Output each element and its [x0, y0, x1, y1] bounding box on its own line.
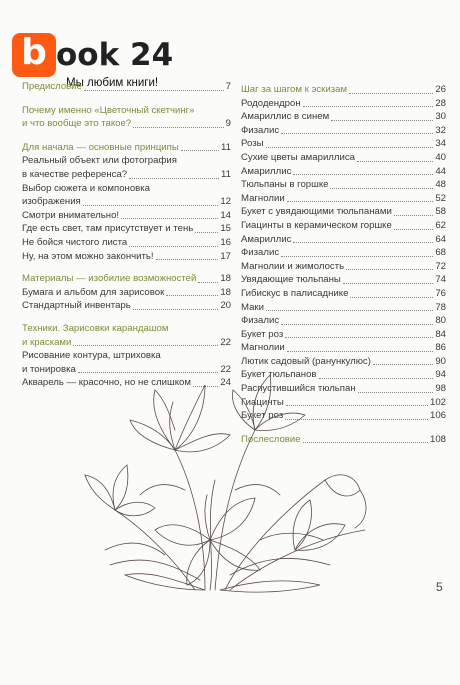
toc-page: 9 [225, 118, 231, 130]
toc-page: 14 [220, 209, 231, 221]
toc-item-label: Ну, на этом можно закончить! [22, 250, 154, 262]
logo-wordmark: ook 24 [56, 37, 174, 73]
toc-item-label: изображения [22, 196, 81, 208]
toc-item-label: Акварель — красочно, но не слишком [22, 377, 191, 389]
toc-item-label: Гиацинты в керамическом горшке [241, 219, 392, 231]
toc-entry [241, 233, 446, 247]
toc-entry [22, 141, 231, 155]
leader-dots [195, 232, 218, 233]
toc-item-label: Амариллис [241, 165, 292, 177]
leader-dots [394, 229, 434, 230]
toc-page: 44 [435, 165, 446, 177]
toc-heading: Послесловие [241, 433, 301, 445]
leader-dots [156, 259, 219, 260]
toc-item-label: Рододендрон [241, 97, 301, 109]
toc-page: 20 [220, 300, 231, 312]
toc-entry [241, 260, 446, 274]
toc-item-label: Физалис [241, 124, 280, 136]
toc-page: 11 [221, 141, 231, 153]
toc-item-label: Букет роз [241, 328, 284, 340]
toc-item-label: Смотри внимательно! [22, 209, 120, 221]
toc-item-label: Увядающие тюльпаны [241, 274, 341, 286]
leader-dots [330, 188, 433, 189]
toc-page: 74 [435, 274, 446, 286]
toc-page: 22 [220, 336, 231, 348]
toc-entry [241, 83, 446, 97]
toc-page: 48 [435, 179, 446, 191]
toc-item-label: Где есть свет, там присутствует и тень [22, 223, 194, 235]
toc-item-label: Распустившийся тюльпан [241, 383, 356, 395]
toc-item-label: Букет тюльпанов [241, 369, 317, 381]
toc-item-label: Магнолии [241, 342, 285, 354]
toc-item-label: Сухие цветы амариллиса [241, 151, 355, 163]
toc-page: 62 [435, 219, 446, 231]
toc-page: 7 [225, 81, 231, 92]
toc-heading: Техники. Зарисовки карандашом [22, 322, 169, 334]
toc-heading: и что вообще это такое? [22, 118, 132, 130]
leader-dots [281, 133, 433, 134]
toc-heading: и красками [22, 336, 72, 348]
toc-entry [241, 314, 446, 328]
toc-heading: Для начала — основные принципы [22, 141, 179, 153]
toc-entry [241, 301, 446, 315]
toc-page: 72 [435, 260, 446, 272]
toc-item-label: Розы [241, 138, 264, 150]
leader-dots [181, 150, 219, 151]
toc-item-label: Бумага и альбом для зарисовок [22, 286, 165, 298]
toc-page: 11 [221, 168, 231, 180]
leader-dots [281, 324, 433, 325]
toc-entry [22, 286, 231, 300]
leader-dots [285, 337, 433, 338]
toc-page: 18 [220, 286, 231, 298]
toc-page: 52 [435, 192, 446, 204]
flower-sketch-illustration [55, 340, 415, 600]
toc-entry [22, 222, 231, 236]
leader-dots [129, 178, 219, 179]
logo-tagline: Мы любим книги! [66, 77, 159, 89]
leader-dots [343, 283, 434, 284]
toc-entry [241, 178, 446, 192]
toc-entry [22, 250, 231, 264]
toc-entry [22, 80, 231, 94]
toc-entry [241, 246, 446, 260]
toc-heading: Материалы — изобилие возможностей [22, 273, 197, 285]
toc-entry [241, 165, 446, 179]
leader-dots [357, 161, 433, 162]
toc-page: 30 [435, 111, 446, 123]
toc-page: 106 [429, 410, 446, 422]
toc-item-label: Рисование контура, штриховка [22, 350, 161, 362]
leader-dots [281, 256, 433, 257]
toc-page: 34 [435, 138, 446, 150]
toc-page: 64 [435, 233, 446, 245]
leader-dots [121, 218, 218, 219]
toc-page: 16 [220, 236, 231, 248]
leader-dots [346, 269, 433, 270]
toc-entry [22, 209, 231, 223]
toc-entry [22, 195, 231, 209]
toc-item-label: Букет роз [241, 410, 284, 422]
leader-dots [266, 310, 433, 311]
toc-heading: Почему именно «Цветочный скетчинг» [22, 104, 195, 116]
toc-item-label: Стандартный инвентарь [22, 300, 131, 312]
toc-entry [241, 151, 446, 165]
toc-entry [241, 97, 446, 111]
toc-page: 22 [220, 363, 231, 375]
toc-page: 108 [429, 433, 446, 445]
toc-entry [241, 192, 446, 206]
leader-dots [293, 242, 433, 243]
toc-page: 98 [435, 383, 446, 395]
toc-page: 32 [435, 124, 446, 136]
leader-dots [293, 174, 433, 175]
toc-entry [241, 219, 446, 233]
toc-page: 26 [435, 84, 446, 95]
toc-entry [241, 110, 446, 124]
leader-dots [133, 309, 219, 310]
toc-item-label: Букет с увядающими тюльпанами [241, 206, 392, 218]
toc-page: 12 [220, 196, 231, 208]
toc-item-label: и тонировка [22, 363, 76, 375]
leader-dots [287, 201, 434, 202]
toc-item-label: Магнолии и жимолость [241, 260, 345, 272]
toc-page: 24 [220, 377, 231, 389]
leader-dots [266, 147, 434, 148]
leader-dots [350, 297, 433, 298]
toc-item-label: Маки [241, 301, 264, 313]
leader-dots [394, 215, 434, 216]
toc-item-label: Гибискус в палисаднике [241, 287, 349, 299]
toc-page: 102 [429, 396, 446, 408]
toc-page: 94 [435, 369, 446, 381]
toc-item-label: в качестве референса? [22, 168, 128, 180]
toc-page: 84 [435, 328, 446, 340]
leader-dots [303, 106, 434, 107]
toc-entry [22, 117, 231, 131]
toc-item-label: Тюльпаны в горшке [241, 179, 329, 191]
toc-page: 18 [220, 273, 231, 285]
leader-dots [129, 246, 218, 247]
toc-item-label: Физалис [241, 247, 280, 259]
toc-page: 78 [435, 301, 446, 313]
leader-dots [349, 93, 433, 94]
leader-dots [83, 205, 219, 206]
leader-dots [84, 90, 224, 91]
toc-heading: Шаг за шагом к эскизам [241, 84, 348, 95]
toc-page: 58 [435, 206, 446, 218]
toc-item-label: Амариллис [241, 233, 292, 245]
toc-page: 76 [435, 287, 446, 299]
toc-item-label: Выбор сюжета и компоновка [22, 182, 150, 194]
toc-item-label: Амариллис в синем [241, 111, 330, 123]
leader-dots [166, 295, 218, 296]
leader-dots [133, 127, 223, 128]
page-number: 5 [436, 580, 443, 594]
toc-entry [22, 236, 231, 250]
toc-heading: Предисловие [22, 81, 82, 92]
leader-dots [331, 120, 433, 121]
toc-page: 15 [220, 223, 231, 235]
toc-entry [241, 273, 446, 287]
toc-item-label: Магнолии [241, 192, 285, 204]
toc-item-label: Не бойся чистого листа [22, 236, 128, 248]
toc-entry [22, 299, 231, 313]
toc-entry [22, 272, 231, 286]
leader-dots [198, 282, 218, 283]
toc-page: 86 [435, 342, 446, 354]
toc-page: 40 [435, 151, 446, 163]
logo-b-badge: b [12, 33, 56, 77]
toc-page: 28 [435, 97, 446, 109]
toc-entry [22, 168, 231, 182]
toc-entry [241, 137, 446, 151]
toc-page: 68 [435, 247, 446, 259]
toc-item-label: Физалис [241, 315, 280, 327]
toc-item-label: Реальный объект или фотография [22, 155, 177, 167]
toc-entry [241, 287, 446, 301]
toc-item-label: Лютик садовый (ранункулюс) [241, 355, 371, 367]
toc-entry [241, 124, 446, 138]
toc-page: 80 [435, 315, 446, 327]
toc-entry [241, 205, 446, 219]
toc-page: 90 [435, 355, 446, 367]
toc-page: 17 [220, 250, 231, 262]
toc-item-label: Гиацинты [241, 396, 284, 408]
